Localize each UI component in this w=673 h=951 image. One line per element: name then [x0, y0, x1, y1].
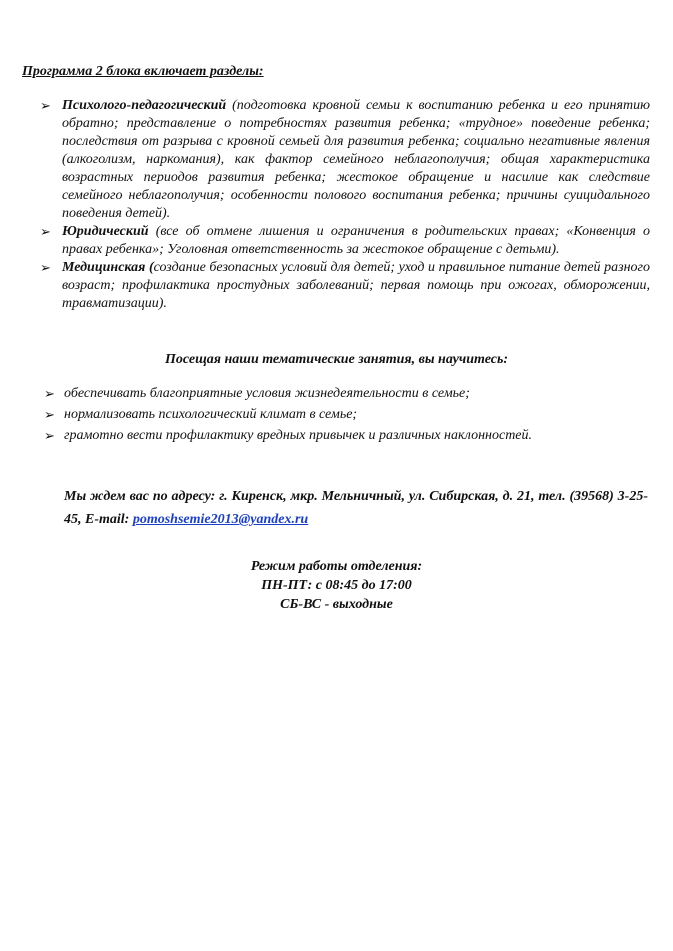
contact-address [64, 485, 648, 531]
bullet-arrow-icon: ➢ [44, 386, 55, 401]
section-item-psychology [40, 97, 650, 223]
section-description: (все об отмене лишения и ограничения в родительских правах; «Конвенция о правах ребенка»; Уголовная ответственность за жестокое обращение с детьми). [62, 224, 650, 257]
work-schedule [0, 557, 673, 614]
skill-text: обеспечивать благоприятные условия жизнедеятельности в семье; [64, 386, 470, 401]
program-sections-list [40, 97, 650, 313]
schedule-weekend: СБ-ВС - выходные [280, 597, 393, 612]
program-heading: Программа 2 блока включает разделы: [22, 64, 264, 79]
bullet-arrow-icon: ➢ [40, 98, 51, 113]
skill-item [44, 405, 644, 425]
schedule-title: Режим работы отделения: [250, 559, 423, 574]
email-link[interactable]: pomoshsemie2013@yandex.ru [132, 512, 309, 527]
skill-item [44, 426, 644, 446]
skill-item [44, 384, 644, 404]
skill-text: грамотно вести профилактику вредных привычек и различных наклонностей. [64, 428, 533, 443]
skills-list [44, 384, 644, 447]
address-text: Мы ждем вас по адресу: г. Киренск, мкр. Мельничный, ул. Сибирская, д. 21, тел. (39568) 3-25-45, E-mail: [64, 489, 648, 527]
section-name: Юридический [62, 224, 149, 239]
bullet-arrow-icon: ➢ [44, 428, 55, 443]
section-description: создание безопасных условий для детей; уход и правильное питание детей разного возраст; профилактика простудных заболеваний; первая помощь при ожогах, обморожении, травматизации). [62, 260, 650, 311]
section-item-medical [40, 259, 650, 313]
skill-text: нормализовать психологический климат в семье; [64, 407, 358, 422]
section-name: Медицинская ( [62, 260, 154, 275]
learning-subheading: Посещая наши тематические занятия, вы научитесь: [165, 352, 508, 367]
section-item-legal [40, 223, 650, 259]
bullet-arrow-icon: ➢ [44, 407, 55, 422]
section-description: (подготовка кровной семьи к воспитанию ребенка и его принятию обратно; представление о потребностях развития ребенка; «трудное» поведение ребенка; последствия от разрыва с кровной семьей для развития ребенка; социально негативные явления (алкоголизм, наркомания), как фактор семейного неблагополучия; общая характеристика возрастных периодов развития ребенка; жестокое обращение и насилие как следствие семейного неблагополучия; особенности полового воспитания ребенка; причины суицидального поведения детей). [62, 98, 650, 221]
bullet-arrow-icon: ➢ [40, 224, 51, 239]
bullet-arrow-icon: ➢ [40, 260, 51, 275]
schedule-weekdays: ПН-ПТ: с 08:45 до 17:00 [261, 578, 412, 593]
section-name: Психолого-педагогический [62, 98, 227, 113]
